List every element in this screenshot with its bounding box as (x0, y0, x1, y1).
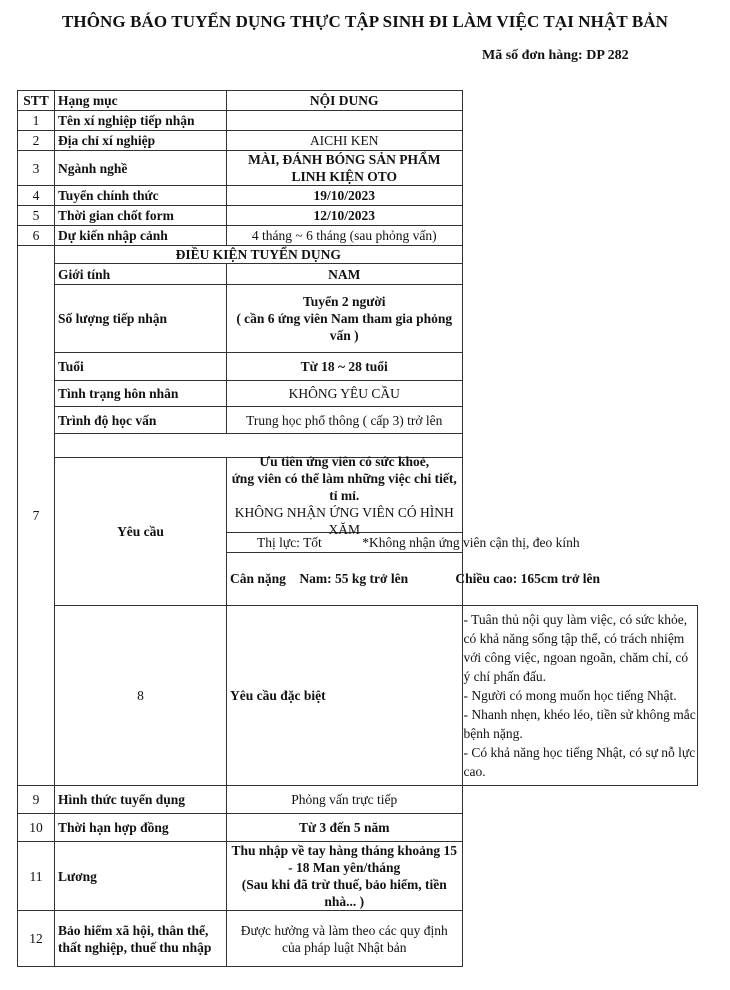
condition-label: Tuổi (55, 353, 227, 381)
quantity-line1: Tuyển 2 người (302, 294, 386, 309)
requirement-line2: ứng viên có thể làm những việc chi tiết, tỉ mỉ. (231, 470, 457, 503)
row-stt: 2 (18, 131, 55, 151)
condition-value: Trung học phổ thông ( cấp 3) trở lên (227, 407, 463, 434)
row-content: 12/10/2023 (227, 206, 463, 226)
salary-line1: Thu nhập về tay hàng tháng khoảng 15 - 18 Man yên/tháng (231, 843, 457, 875)
requirements-main (227, 453, 462, 537)
table-row (18, 786, 698, 814)
row-stt: 10 (18, 814, 55, 842)
condition-row-requirements (18, 458, 698, 606)
table-row-special (18, 606, 698, 786)
table-row (18, 842, 698, 911)
salary-line2: (Sau khi đã trừ thuế, bảo hiểm, tiền nhà... ) (241, 877, 447, 909)
table-row (18, 814, 698, 842)
condition-label: Tình trạng hôn nhân (55, 381, 227, 407)
row-item: Bảo hiểm xã hội, thân thể, thất nghiệp, thuế thu nhập (55, 911, 227, 967)
row-stt: 7 (18, 246, 55, 786)
table-row (18, 186, 698, 206)
row-stt: 6 (18, 226, 55, 246)
row-item: Tên xí nghiệp tiếp nhận (55, 111, 227, 131)
row-content: Được hưởng và làm theo các quy định của pháp luật Nhật bản (227, 911, 463, 967)
table-row (18, 131, 698, 151)
row-content: 4 tháng ~ 6 tháng (sau phỏng vấn) (227, 226, 463, 246)
order-code: Mã số đơn hàng: DP 282 (482, 48, 629, 63)
row-stt: 12 (18, 911, 55, 967)
table-row (18, 206, 698, 226)
row-content: 19/10/2023 (227, 186, 463, 206)
table-row (18, 151, 698, 186)
table-row (18, 111, 698, 131)
requirements-cell (227, 453, 601, 606)
condition-row-education (18, 407, 698, 434)
row-stt: 11 (18, 842, 55, 911)
condition-value: NAM (227, 264, 463, 285)
row-content: MÀI, ĐÁNH BÓNG SẢN PHẨM LINH KIỆN OTO (227, 151, 463, 186)
header-item: Hạng mục (55, 91, 227, 111)
condition-row-quantity (18, 285, 698, 353)
row-content: - Tuân thủ nội quy làm việc, có sức khỏe, có khả năng sống tập thể, có trách nhiệm với công việc, ngoan ngoãn, chăm chỉ, có ý chí phấn đấu. - Người có mong muốn học tiếng Nhật. - Nhanh nhẹn, khéo léo, tiền sử không mắc bệnh nặng. - Có khả năng học tiếng Nhật, có sự nỗ lực cao. (462, 606, 698, 786)
row-item: Ngành nghề (55, 151, 227, 186)
table-row (18, 226, 698, 246)
row-item: Địa chỉ xí nghiệp (55, 131, 227, 151)
conditions-heading-row (18, 246, 698, 264)
row-item: Dự kiến nhập cảnh (55, 226, 227, 246)
requirement-vision: Thị lực: Tốt *Không nhận ứng viên cận thị, đeo kính (227, 533, 462, 553)
row-content: Từ 3 đến 5 năm (227, 814, 463, 842)
row-stt: 4 (18, 186, 55, 206)
condition-label: Yêu cầu (55, 458, 227, 606)
requirement-line1: Ưu tiên ứng viên có sức khoẻ, (259, 453, 430, 469)
condition-label: Trình độ học vấn (55, 407, 227, 434)
requirement-physique: Cân nặng Nam: 55 kg trở lên Chiều cao: 165cm trở lên (230, 571, 601, 586)
condition-row-gender (18, 264, 698, 285)
table-row (18, 911, 698, 967)
requirement-line3: KHÔNG NHẬN ỨNG VIÊN CÓ HÌNH XĂM (234, 504, 454, 537)
row-item: Tuyển chính thức (55, 186, 227, 206)
condition-value (227, 285, 463, 353)
row-content: AICHI KEN (227, 131, 463, 151)
row-item: Thời gian chốt form (55, 206, 227, 226)
row-stt: 8 (55, 606, 227, 786)
row-content: Phỏng vấn trực tiếp (227, 786, 463, 814)
table-header-row (18, 91, 698, 111)
quantity-line2: ( cần 6 ứng viên Nam tham gia phỏng vấn ) (236, 311, 453, 343)
document-title: THÔNG BÁO TUYỂN DỤNG THỰC TẬP SINH ĐI LÀM VIỆC TẠI NHẬT BẢN (61, 12, 669, 31)
row-item: Yêu cầu đặc biệt (227, 606, 463, 786)
row-stt: 5 (18, 206, 55, 226)
row-stt: 3 (18, 151, 55, 186)
header-stt: STT (18, 91, 55, 111)
condition-row-marital (18, 381, 698, 407)
row-item: Thời hạn hợp đồng (55, 814, 227, 842)
row-content (227, 842, 463, 911)
condition-value: KHÔNG YÊU CẦU (227, 381, 463, 407)
row-item: Lương (55, 842, 227, 911)
row-stt: 1 (18, 111, 55, 131)
recruitment-table (17, 90, 698, 967)
row-stt: 9 (18, 786, 55, 814)
condition-label: Giới tính (55, 264, 227, 285)
condition-label: Số lượng tiếp nhận (55, 285, 227, 353)
header-content: NỘI DUNG (227, 91, 463, 111)
condition-value: Từ 18 ~ 28 tuổi (227, 353, 463, 381)
condition-row-age (18, 353, 698, 381)
conditions-heading: ĐIỀU KIỆN TUYỂN DỤNG (55, 246, 463, 264)
row-item: Hình thức tuyển dụng (55, 786, 227, 814)
row-content (227, 111, 463, 131)
